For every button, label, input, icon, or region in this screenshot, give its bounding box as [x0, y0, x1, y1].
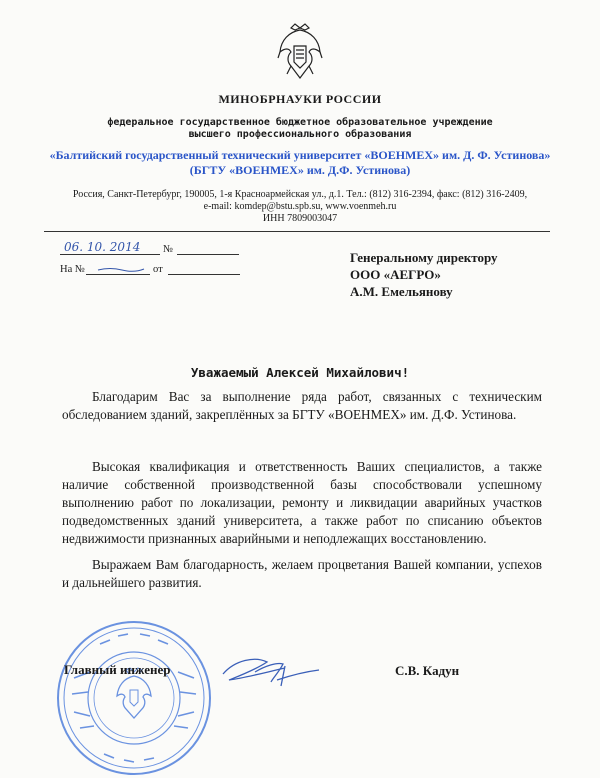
number-label: №: [163, 244, 174, 255]
recipient-name: А.М. Емельянову: [350, 284, 453, 299]
salutation: Уважаемый Алексей Михайлович!: [190, 365, 410, 380]
emblem-icon: [277, 22, 323, 80]
signatory-title: Главный инженер: [64, 662, 171, 677]
handwritten-date: 06. 10. 2014: [64, 240, 141, 254]
address-line: Россия, Санкт-Петербург, 190005, 1-я Красноармейская ул., д.1. Тел.: (812) 316-2394, факс: (812) 316-2409,: [72, 189, 528, 200]
number-line: [177, 244, 239, 255]
header-divider: [44, 231, 550, 232]
date-number-row: [60, 240, 240, 256]
letter-paragraph-1: Благодарим Вас за выполнение ряда работ, связанных с техническим обследованием зданий, закреплённых за БГТУ «ВОЕНМЕХ» им. Д.Ф. Устинова.: [62, 389, 542, 422]
handwritten-dash-icon: [96, 266, 146, 274]
email-web-line: e-mail: komdep@bstu.spb.su, www.voenmeh.ru: [203, 201, 397, 212]
official-stamp-icon: [54, 618, 214, 778]
from-label: от: [153, 264, 163, 275]
signature-icon: [215, 650, 325, 688]
signatory-name: С.В. Кадун: [395, 663, 460, 678]
from-date-line: [168, 264, 240, 275]
in-reply-row: [60, 264, 240, 276]
university-short-name: (БГТУ «ВОЕНМЕХ» им. Д.Ф. Устинова): [189, 163, 411, 177]
in-reply-label: На №: [60, 264, 85, 275]
ministry-name: МИНОБРНАУКИ РОССИИ: [218, 92, 382, 106]
recipient-block: [350, 249, 498, 300]
institution-type-line1: федеральное государственное бюджетное образовательное учреждение: [107, 117, 493, 128]
university-name: «Балтийский государственный технический университет «ВОЕНМЕХ» им. Д. Ф. Устинова»: [49, 148, 551, 162]
letter-paragraph-2: Высокая квалификация и ответственность Ваших специалистов, а также наличие собственной производственной базы способствовали успешному выполнению работ по локализации, ремонту и ликвидации аварийных участков подведомственных зданий университета, а также работ по списанию объектов недвижимости признанных аварийными и неподлежащих восстановлению.: [62, 459, 542, 546]
recipient-company: ООО «АЕГРО»: [350, 267, 441, 282]
inn-line: ИНН 7809003047: [262, 213, 338, 224]
recipient-position: Генеральному директору: [350, 250, 498, 265]
institution-type-line2: высшего профессионального образования: [188, 129, 412, 140]
letter-paragraph-3: Выражаем Вам благодарность, желаем процветания Вашей компании, успехов и дальнейшего развития.: [62, 557, 542, 590]
